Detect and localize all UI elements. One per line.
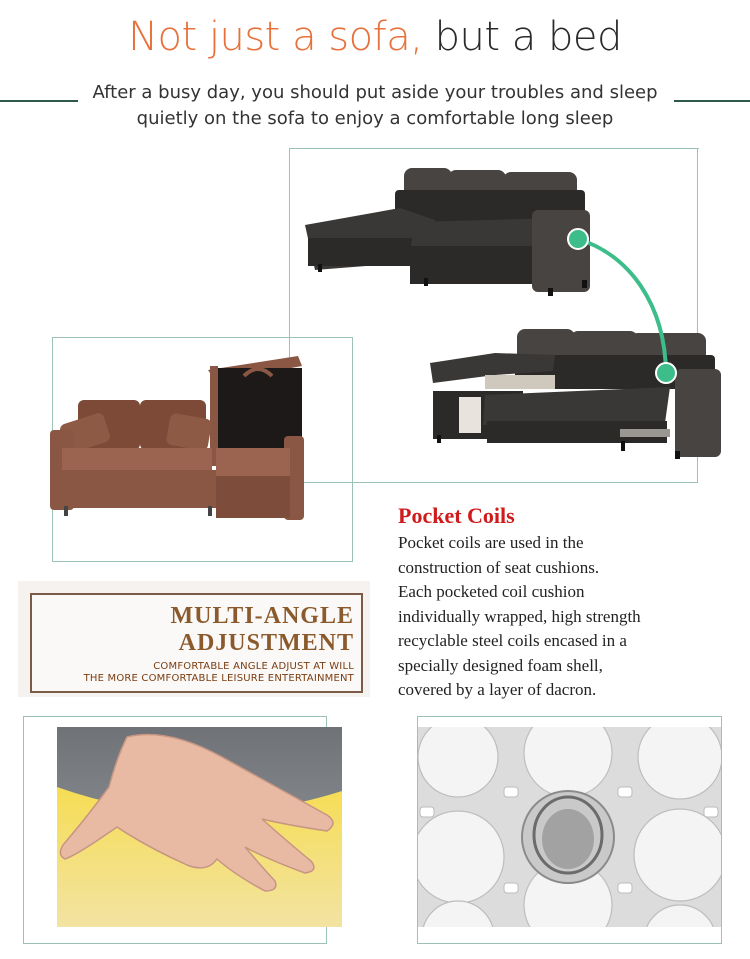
subtitle — [80, 80, 670, 132]
pocket-coils-line: covered by a layer of dacron. — [398, 680, 597, 699]
multi-angle-title-1: MULTI-ANGLE — [170, 603, 354, 629]
right-rule — [674, 100, 750, 102]
pocket-coils-line: construction of seat cushions. — [398, 557, 600, 577]
pocket-coils-line: recyclable steel coils encased in a — [398, 631, 627, 650]
green-dot-icon — [568, 229, 588, 249]
pocket-coils-line: individually wrapped, high strength — [398, 606, 641, 626]
sofa-closed-image — [300, 160, 600, 300]
left-rule — [0, 100, 78, 102]
multi-angle-sub-2: THE MORE COMFORTABLE LEISURE ENTERTAINMENT — [83, 673, 354, 684]
page-title — [0, 14, 750, 60]
title-accent: Not just a sofa, — [128, 14, 423, 60]
subtitle-line-2: quietly on the sofa to enjoy a comfortable long sleep — [136, 108, 614, 129]
green-dot-icon — [656, 363, 676, 383]
pocket-coils-image — [418, 727, 721, 927]
pocket-coils-title: Pocket Coils — [398, 503, 515, 528]
subtitle-line-1: After a busy day, you should put aside your troubles and sleep — [92, 82, 658, 103]
pocket-coils-description — [398, 531, 718, 703]
brown-sofa-image — [40, 356, 315, 534]
multi-angle-title-2: ADJUSTMENT — [178, 630, 354, 656]
pocket-coils-line: Pocket coils are used in the — [398, 533, 584, 552]
multi-angle-sub-1: COMFORTABLE ANGLE ADJUST AT WILL — [153, 661, 354, 672]
curved-arrow-connector — [560, 225, 680, 385]
pocket-coils-line: Each pocketed coil cushion — [398, 582, 585, 601]
title-rest: but a bed — [422, 14, 622, 60]
pocket-coils-line: specially designed foam shell, — [398, 655, 603, 675]
foam-hand-image — [57, 727, 342, 927]
